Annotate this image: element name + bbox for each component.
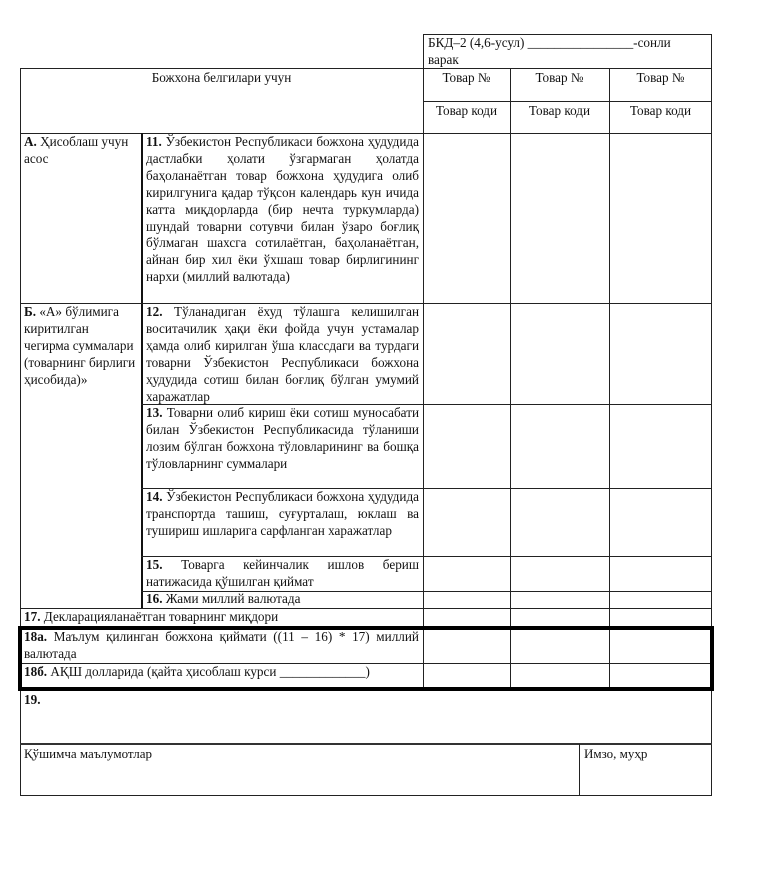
row-18b-number: 18б.	[24, 664, 48, 679]
additional-info-label: Қўшимча маълумотлар	[24, 746, 153, 761]
row-15-text: Товарга кейинчалик ишлов бериш натижасида қўшилган қиймат	[146, 557, 420, 589]
goods-col-3-code: Товар коди	[629, 103, 692, 118]
row-11-text: Ўзбекистон Республикаси божхона ҳудудида дастлабки ҳолати ўзгармаган ҳолатда баҳоланаётган товар божхона ҳудудига олиб кирилгунига қадар тўқсон календарь кун ичида катта миқдорларда (бир нечта туркумларда) шундай товарни сотувчи билан ўзаро боғлиқ бўлмаган шахсга сотилаётган, баҳоланаётган, айнан бир хил ёки ўхшаш товар бирлигининг нархи (миллий валютада)	[146, 134, 419, 285]
sheet-header-line2: варак	[428, 51, 459, 67]
row-11-number: 11.	[146, 134, 162, 149]
customs-marks-label: Божхона белгилари учун	[151, 70, 292, 85]
sheet-header-suffix: -сонли	[633, 35, 671, 50]
row-19-field[interactable]	[21, 708, 711, 742]
sheet-number-field[interactable]: ________________	[527, 35, 634, 50]
section-a-label	[24, 134, 136, 168]
value-cell-row11-col3[interactable]	[610, 134, 711, 303]
goods-col-1-code: Товар коди	[435, 103, 498, 118]
section-b-text: «А» бўлимига киритилган чегирма суммалари (товарнинг бирлиги ҳисобида)»	[24, 304, 136, 387]
signature-label: Имзо, муҳр	[584, 746, 648, 761]
section-b-label	[24, 304, 136, 389]
row-17-number: 17.	[24, 609, 41, 624]
row-19-number: 19.	[24, 692, 41, 707]
additional-info-field[interactable]	[21, 762, 578, 795]
divider-section-label	[141, 133, 143, 608]
row-16-description	[146, 591, 419, 608]
section-b-letter: Б.	[24, 304, 37, 319]
row-17-text: Декларацияланаётган товарнинг миқдори	[43, 609, 279, 624]
row-13-description	[146, 405, 419, 473]
divider-row-19-bottom	[20, 743, 712, 745]
row-12-number: 12.	[146, 304, 163, 319]
row-16-text: Жами миллий валютада	[165, 591, 301, 606]
row-16-number: 16.	[146, 591, 163, 606]
row-18a-description	[24, 629, 419, 663]
row-15-number: 15.	[146, 557, 163, 572]
section-a-text: Ҳисоблаш учун асос	[24, 134, 129, 166]
row-19-label	[24, 692, 40, 709]
value-cell-row11-col2[interactable]	[511, 134, 609, 303]
row-17-description	[24, 609, 419, 626]
goods-col-2-number: Товар №	[535, 70, 584, 85]
sheet-header-text	[428, 35, 708, 69]
row-18a-number: 18а.	[24, 629, 48, 644]
value-cell-row11-col1[interactable]	[424, 134, 510, 303]
row-18b-close: )	[365, 664, 370, 679]
row-12-text: Тўланадиган ёхуд тўлашга келишилган воситачилик ҳақи ёки фойда учун устамалар ҳамда олиб кирилган ўша классдаги ва турдаги товарни Ўзбекистон Республикаси божхона ҳудудида сотиш билан боғлиқ бўлган умумий харажатлар	[146, 304, 419, 404]
row-11-description	[146, 134, 419, 286]
row-18b-description	[24, 664, 419, 681]
signature-field[interactable]	[580, 762, 711, 795]
row-12-description	[146, 304, 419, 405]
exchange-rate-field[interactable]: _____________	[279, 664, 366, 679]
row-13-number: 13.	[146, 405, 163, 420]
divider-header-mid	[423, 101, 712, 102]
row-18a-text: Маълум қилинган божхона қиймати ((11 – 16) * 17) миллий валютада	[24, 629, 419, 661]
row-14-description	[146, 489, 419, 540]
row-14-number: 14.	[146, 489, 163, 504]
row-13-text: Товарни олиб кириш ёки сотиш муносабати билан Ўзбекистон Республикасида тўланиши лозим бўлган божхона тўловларининг ва бошқа тўловларнинг суммалари	[146, 405, 420, 471]
row-18b-text: АҚШ долларида (қайта ҳисоблаш курси	[50, 664, 277, 679]
goods-col-1-number: Товар №	[442, 70, 491, 85]
row-15-description	[146, 557, 419, 591]
goods-col-3-number: Товар №	[636, 70, 685, 85]
goods-col-2-code: Товар коди	[528, 103, 591, 118]
row-14-text: Ўзбекистон Республикаси божхона ҳудудида транспортда ташиш, суғурталаш, юклаш ва тушириш ишларига сарфланган харажатлар	[146, 489, 420, 538]
sheet-header-prefix: БКД–2 (4,6-усул)	[428, 35, 525, 50]
section-a-letter: А.	[24, 134, 37, 149]
